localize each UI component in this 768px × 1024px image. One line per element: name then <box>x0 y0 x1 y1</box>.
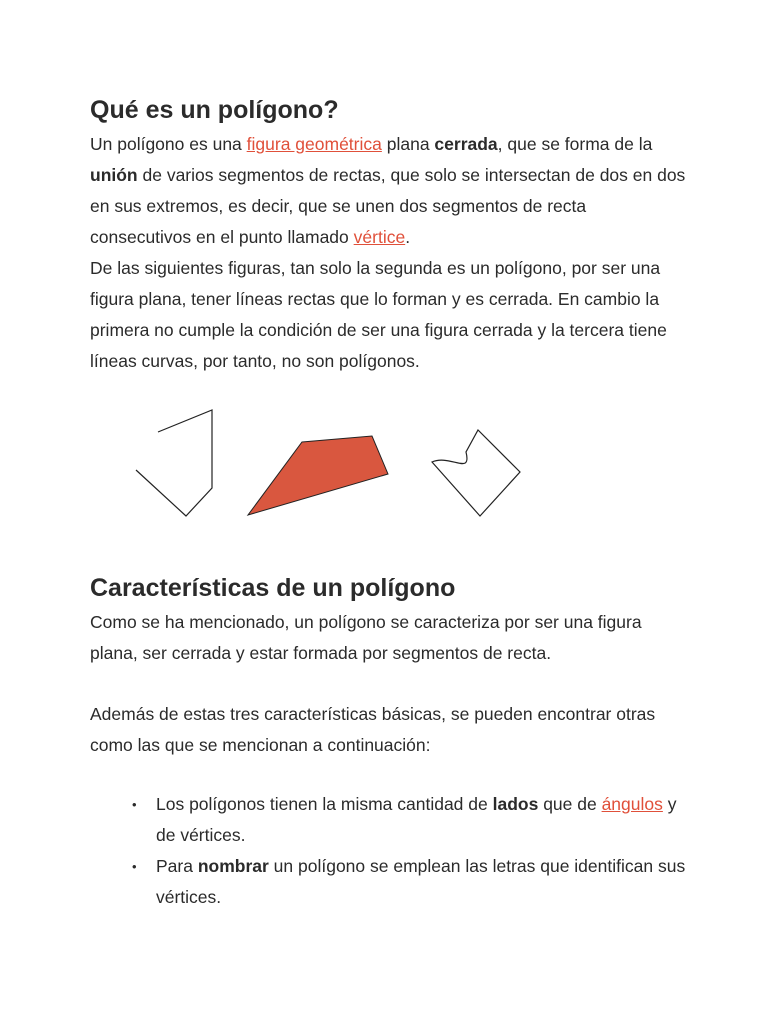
text: y de vértices. <box>156 794 677 845</box>
paragraph-characteristics: Como se ha mencionado, un polígono se caracteriza por ser una figura plana, ser cerrada y estar formada por segmentos de recta. <box>90 612 642 663</box>
paragraph-definition <box>90 129 690 377</box>
polygon-figure <box>248 436 388 515</box>
text: plana <box>381 134 435 154</box>
bold-nombrar: nombrar <box>197 856 269 876</box>
bullet-icon: • <box>132 797 137 812</box>
text: Los polígonos tienen la misma cantidad de <box>156 794 493 814</box>
bold-lados: lados <box>492 794 539 814</box>
paragraph-figures-explanation: De las siguientes figuras, tan solo la segunda es un polígono, por ser una figura plana, tener líneas rectas que lo forman y es cerrada. En cambio la primera no cumple la condición de ser una figura cerrada y la tercera tiene líneas curvas, por tanto, no son polígonos. <box>90 258 667 371</box>
list-item <box>132 851 696 913</box>
text: . <box>405 227 411 247</box>
text: que de <box>538 794 602 814</box>
text: de varios segmentos de rectas, que solo se intersectan de dos en dos en sus extremos, es decir, que se unen dos segmentos de recta consecutivos en el punto llamado <box>90 165 686 247</box>
characteristics-list <box>90 789 696 913</box>
section-title-caracteristicas: Características de un polígono <box>90 574 456 602</box>
section-title-que-es: Qué es un polígono? <box>90 96 339 124</box>
bold-union: unión <box>90 165 138 185</box>
link-figura-geometrica[interactable]: figura geométrica <box>246 134 382 154</box>
text: un polígono se emplean las letras que identifican sus vértices. <box>156 856 686 907</box>
bold-cerrada: cerrada <box>434 134 498 154</box>
open-figure <box>136 410 212 516</box>
text: , que se forma de la <box>497 134 653 154</box>
curved-figure <box>432 430 520 516</box>
polygon-figures-illustration <box>120 400 560 550</box>
list-item <box>132 789 696 851</box>
link-vertice[interactable]: vértice <box>353 227 406 247</box>
paragraph-more-characteristics: Además de estas tres características básicas, se pueden encontrar otras como las que se mencionan a continuación: <box>90 704 656 755</box>
bullet-icon: • <box>132 859 137 874</box>
link-angulos[interactable]: ángulos <box>601 794 663 814</box>
text: Un polígono es una <box>90 134 247 154</box>
text: Para <box>156 856 198 876</box>
